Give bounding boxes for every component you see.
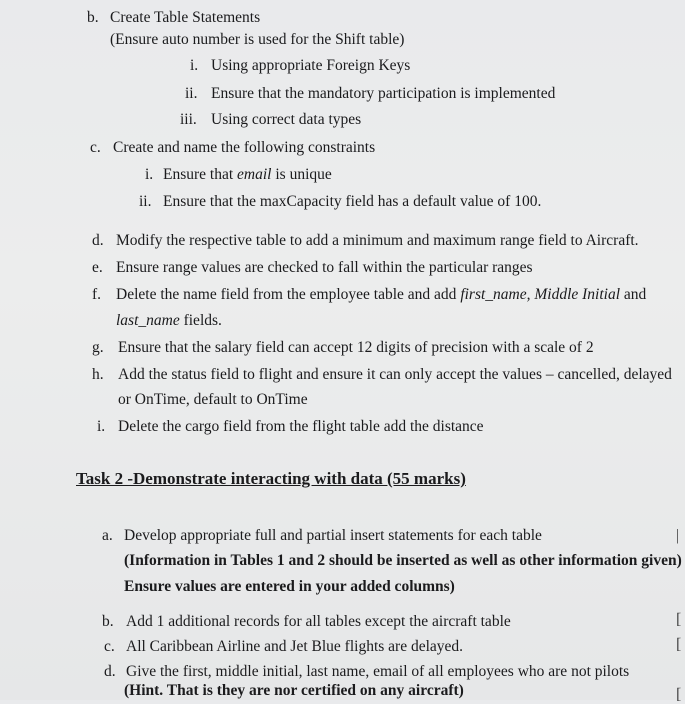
item-c-sub-2: Ensure that the maxCapacity field has a default value of 100. — [163, 193, 542, 210]
item-h-line2: or OnTime, default to OnTime — [118, 391, 308, 408]
task2-c-text: All Caribbean Airline and Jet Blue flights are delayed. — [126, 638, 464, 655]
item-b-sub-1: Using appropriate Foreign Keys — [211, 57, 411, 74]
task2-a-line3: Ensure values are entered in your added columns) — [124, 578, 455, 595]
task2-c-marker: c. — [104, 638, 115, 655]
task2-a-line1: Develop appropriate full and partial insert statements for each table — [124, 527, 542, 544]
task2-b-marker: b. — [102, 613, 114, 630]
item-h-marker: h. — [92, 366, 104, 383]
margin-bracket-mark: [ — [676, 686, 682, 703]
task2-b-text: Add 1 additional records for all tables except the aircraft table — [126, 613, 511, 630]
item-g-text: Ensure that the salary field can accept 12 digits of precision with a scale of 2 — [118, 339, 594, 356]
task2-d-hint: (Hint. That is they are nor certified on any aircraft) — [124, 682, 464, 699]
task2-a-line2: (Information in Tables 1 and 2 should be inserted as well as other information given) — [124, 552, 682, 569]
item-b-marker: b. — [87, 9, 99, 26]
item-b-sub-2-marker: ii. — [185, 85, 198, 102]
task2-d-marker: d. — [104, 663, 116, 680]
item-c-sub-2-marker: ii. — [139, 193, 152, 210]
item-b-note: (Ensure auto number is used for the Shift table) — [110, 31, 405, 48]
margin-bracket-mark: [ — [676, 611, 682, 628]
item-c-sub-1-marker: i. — [145, 166, 154, 183]
item-e-text: Ensure range values are checked to fall within the particular ranges — [116, 259, 533, 276]
item-f-line2: last_name fields. — [116, 312, 222, 329]
item-b-sub-3-marker: iii. — [180, 111, 197, 128]
item-b-sub-1-marker: i. — [190, 57, 199, 74]
item-f-line1: Delete the name field from the employee table and add first_name, Middle Initial and — [116, 286, 647, 303]
margin-bracket-mark: [ — [676, 636, 682, 653]
item-d-marker: d. — [92, 232, 104, 249]
item-f-marker: f. — [92, 286, 102, 303]
item-b-sub-3: Using correct data types — [211, 111, 362, 128]
item-i-marker: i. — [97, 418, 106, 435]
item-c-sub-1: Ensure that email is unique — [163, 166, 332, 183]
task2-heading: Task 2 -Demonstrate interacting with data (55 marks) — [76, 469, 466, 488]
margin-bracket-mark: | — [676, 527, 680, 544]
item-g-marker: g. — [92, 339, 104, 356]
item-i-text: Delete the cargo field from the flight table add the distance — [118, 418, 484, 435]
task2-d-text: Give the first, middle initial, last name, email of all employees who are not pilots — [126, 663, 630, 680]
item-e-marker: e. — [92, 259, 103, 276]
item-h-line1: Add the status field to flight and ensure it can only accept the values – cancelled, delayed — [118, 366, 672, 383]
item-c-title: Create and name the following constraints — [113, 139, 376, 156]
item-b-title: Create Table Statements — [110, 9, 261, 26]
task2-a-marker: a. — [102, 527, 113, 544]
item-b-sub-2: Ensure that the mandatory participation is implemented — [211, 85, 556, 102]
item-d-text: Modify the respective table to add a minimum and maximum range field to Aircraft. — [116, 232, 639, 249]
item-c-marker: c. — [90, 139, 101, 156]
